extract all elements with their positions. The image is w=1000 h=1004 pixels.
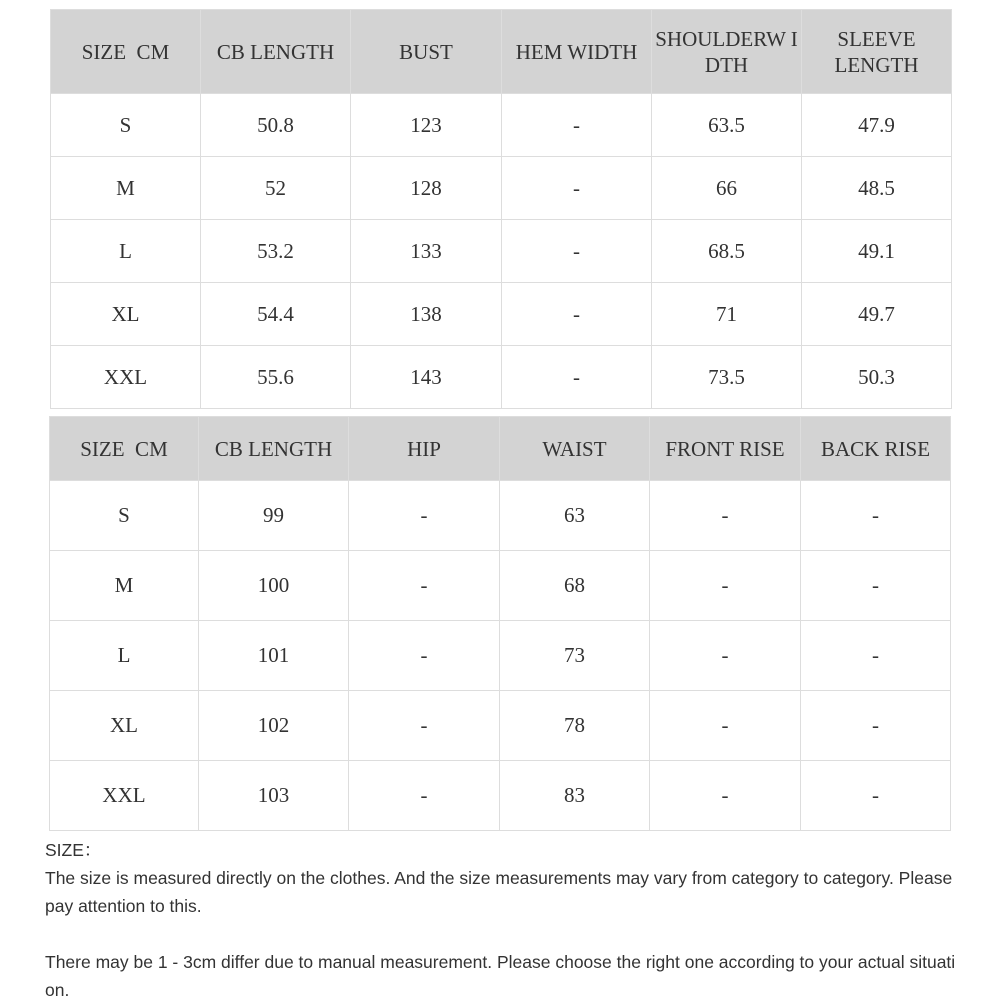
header-cell: SLEEVE LENGTH xyxy=(802,10,952,94)
table-row xyxy=(51,346,952,409)
table-cell: - xyxy=(502,220,652,283)
table-cell: 49.7 xyxy=(802,283,952,346)
table-row xyxy=(50,621,951,691)
table-cell: - xyxy=(349,481,500,551)
table-cell: 49.1 xyxy=(802,220,952,283)
table-cell: 54.4 xyxy=(201,283,351,346)
table-cell: 63.5 xyxy=(652,94,802,157)
header-cell: BUST xyxy=(351,10,502,94)
header-cell: WAIST xyxy=(500,417,650,481)
table-cell: 78 xyxy=(500,691,650,761)
table-cell: 102 xyxy=(199,691,349,761)
table-cell: 50.8 xyxy=(201,94,351,157)
table-cell: 66 xyxy=(652,157,802,220)
table-cell: 53.2 xyxy=(201,220,351,283)
table-cell: S xyxy=(51,94,201,157)
notes-label: SIZE： xyxy=(45,840,102,860)
table-cell: 63 xyxy=(500,481,650,551)
table-cell: - xyxy=(801,691,951,761)
table-cell: XXL xyxy=(51,346,201,409)
table-cell: - xyxy=(502,94,652,157)
table-cell: 71 xyxy=(652,283,802,346)
table-cell: 50.3 xyxy=(802,346,952,409)
table-cell: 48.5 xyxy=(802,157,952,220)
table-row xyxy=(51,220,952,283)
table-cell: - xyxy=(650,551,801,621)
table-row xyxy=(50,691,951,761)
notes-paragraph-measurement: The size is measured directly on the clothes. And the size measurements may vary from category to category. Please pay attention to this. xyxy=(45,868,953,916)
table-cell: - xyxy=(801,621,951,691)
header-cell: HEM WIDTH xyxy=(502,10,652,94)
table-cell: 47.9 xyxy=(802,94,952,157)
table-cell: 143 xyxy=(351,346,502,409)
table-cell: - xyxy=(650,691,801,761)
table-cell: M xyxy=(50,551,199,621)
table-cell: - xyxy=(349,621,500,691)
table-cell: 99 xyxy=(199,481,349,551)
top-size-table xyxy=(50,9,952,409)
table-cell: - xyxy=(502,346,652,409)
table-cell: 83 xyxy=(500,761,650,831)
table-cell: 128 xyxy=(351,157,502,220)
size-notes xyxy=(45,836,960,1004)
table-row xyxy=(51,283,952,346)
table-cell: - xyxy=(801,761,951,831)
table-row xyxy=(51,94,952,157)
notes-paragraph-difference: There may be 1 - 3cm differ due to manual measurement. Please choose the right one according to your actual situation. xyxy=(45,952,956,1000)
table-header-row xyxy=(50,417,951,481)
table-cell: 101 xyxy=(199,621,349,691)
table-cell: - xyxy=(650,761,801,831)
table-cell: L xyxy=(51,220,201,283)
header-cell: FRONT RISE xyxy=(650,417,801,481)
table-cell: 133 xyxy=(351,220,502,283)
header-cell: HIP xyxy=(349,417,500,481)
table-cell: 52 xyxy=(201,157,351,220)
header-cell: SHOULDERW IDTH xyxy=(652,10,802,94)
table-cell: XL xyxy=(51,283,201,346)
table-cell: L xyxy=(50,621,199,691)
table-cell: XXL xyxy=(50,761,199,831)
table-cell: S xyxy=(50,481,199,551)
table-cell: - xyxy=(502,157,652,220)
header-cell: CB LENGTH xyxy=(201,10,351,94)
table-row xyxy=(50,481,951,551)
table-cell: - xyxy=(349,691,500,761)
table-cell: - xyxy=(650,621,801,691)
table-cell: - xyxy=(650,481,801,551)
table-row xyxy=(50,551,951,621)
table-cell: XL xyxy=(50,691,199,761)
header-cell: BACK RISE xyxy=(801,417,951,481)
table-row xyxy=(50,761,951,831)
table-cell: - xyxy=(801,551,951,621)
table-cell: - xyxy=(349,551,500,621)
bottom-size-table xyxy=(49,416,951,831)
table-cell: - xyxy=(349,761,500,831)
table-cell: 103 xyxy=(199,761,349,831)
table-cell: 123 xyxy=(351,94,502,157)
table-cell: M xyxy=(51,157,201,220)
table-cell: - xyxy=(801,481,951,551)
table-cell: 73.5 xyxy=(652,346,802,409)
table-cell: 68.5 xyxy=(652,220,802,283)
table-cell: 55.6 xyxy=(201,346,351,409)
header-cell: SIZE CM xyxy=(51,10,201,94)
table-cell: 100 xyxy=(199,551,349,621)
table-header-row xyxy=(51,10,952,94)
table-cell: 138 xyxy=(351,283,502,346)
header-cell: SIZE CM xyxy=(50,417,199,481)
table-cell: 73 xyxy=(500,621,650,691)
table-cell: 68 xyxy=(500,551,650,621)
table-row xyxy=(51,157,952,220)
table-cell: - xyxy=(502,283,652,346)
header-cell: CB LENGTH xyxy=(199,417,349,481)
